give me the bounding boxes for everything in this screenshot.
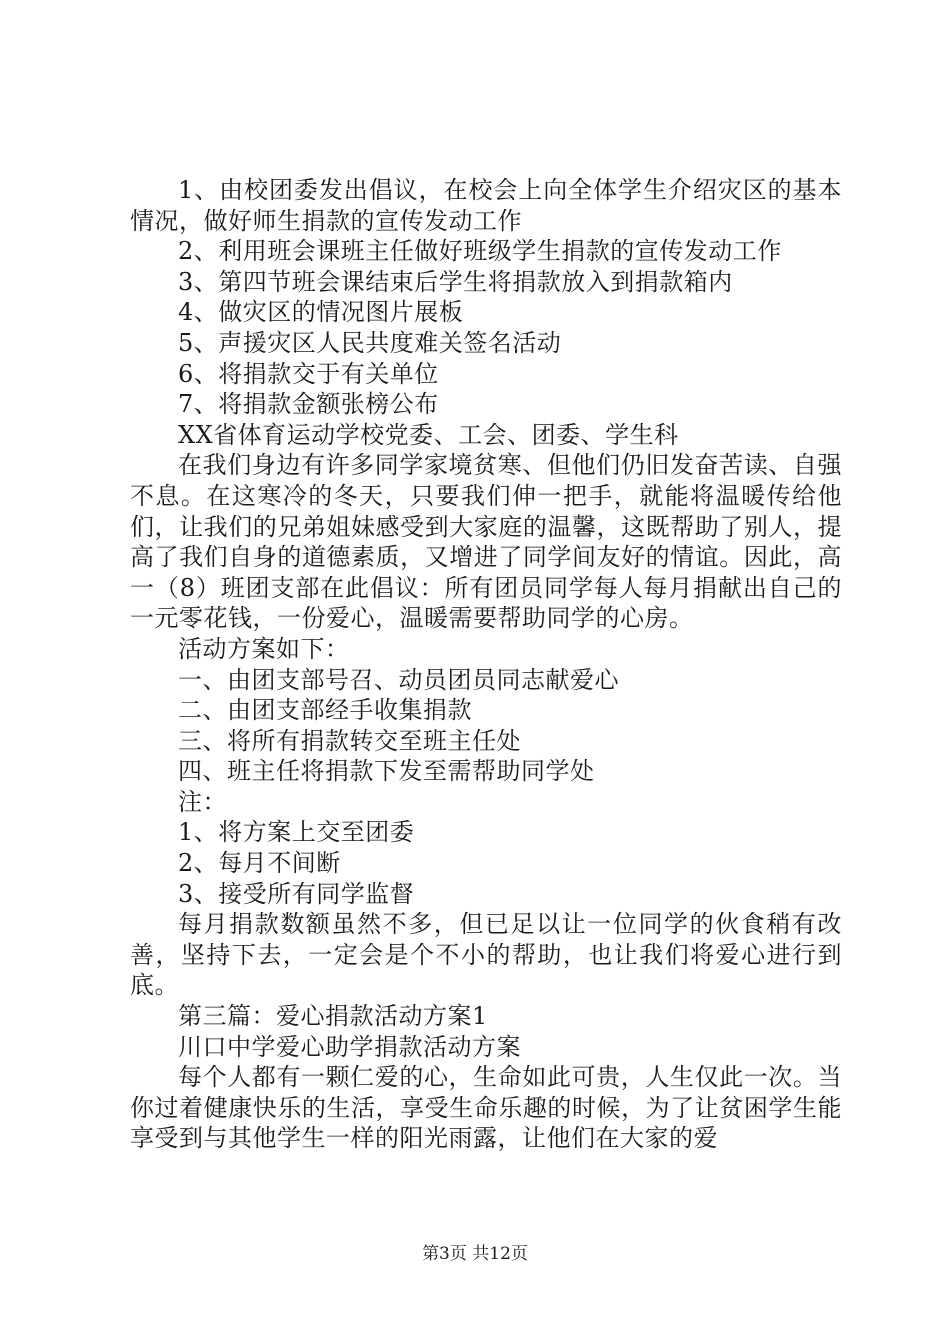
page-number-footer: 第3页 共12页 bbox=[422, 1244, 528, 1264]
paragraph: 注： bbox=[178, 787, 227, 816]
paragraph: 2、利用班会课班主任做好班级学生捐款的宣传发动工作 bbox=[178, 237, 782, 266]
paragraph: 四、班主任将捐款下发至需帮助同学处 bbox=[178, 757, 595, 786]
paragraph: 6、将捐款交于有关单位 bbox=[178, 359, 439, 388]
paragraph: 7、将捐款金额张榜公布 bbox=[178, 390, 439, 419]
paragraph: 二、由团支部经手收集捐款 bbox=[178, 696, 472, 725]
paragraph: 一、由团支部号召、动员团员同志献爱心 bbox=[178, 665, 619, 694]
paragraph: 活动方案如下： bbox=[178, 634, 350, 663]
paragraph: 1、将方案上交至团委 bbox=[178, 818, 415, 847]
paragraph: 2、每月不间断 bbox=[178, 849, 341, 878]
paragraph: 三、将所有捐款转交至班主任处 bbox=[178, 726, 521, 755]
paragraph: 每个人都有一颗仁爱的心，生命如此可贵，人生仅此一次。当你过着健康快乐的生活，享受生命乐趣的时候，为了让贫困学生能享受到与其他学生一样的阳光雨露，让他们在大家的爱 bbox=[130, 1063, 842, 1153]
paragraph: 3、第四节班会课结束后学生将捐款放入到捐款箱内 bbox=[178, 267, 733, 296]
paragraph: 1、由校团委发出倡议，在校会上向全体学生介绍灾区的基本情况，做好师生捐款的宣传发动工作 bbox=[130, 176, 842, 235]
paragraph: 在我们身边有许多同学家境贫寒、但他们仍旧发奋苦读、自强不息。在这寒冷的冬天，只要我们伸一把手，就能将温暖传给他们，让我们的兄弟姐妹感受到大家庭的温馨，这既帮助了别人，提高了我们自身的道德素质，又增进了同学间友好的情谊。因此，高一（8）班团支部在此倡议：所有团员同学每人每月捐献出自己的一元零花钱，一份爱心，温暖需要帮助同学的心房。 bbox=[130, 451, 842, 633]
paragraph: 每月捐款数额虽然不多，但已足以让一位同学的伙食稍有改善，坚持下去，一定会是个不小的帮助，也让我们将爱心进行到底。 bbox=[130, 910, 842, 1000]
section-title: 川口中学爱心助学捐款活动方案 bbox=[178, 1032, 521, 1061]
paragraph: 5、声援灾区人民共度难关签名活动 bbox=[178, 328, 562, 357]
paragraph: 4、做灾区的情况图片展板 bbox=[178, 298, 464, 327]
section-heading: 第三篇：爱心捐款活动方案1 bbox=[178, 1002, 488, 1031]
document-body bbox=[130, 175, 842, 1154]
paragraph: XX省体育运动学校党委、工会、团委、学生科 bbox=[178, 420, 679, 449]
paragraph: 3、接受所有同学监督 bbox=[178, 879, 415, 908]
